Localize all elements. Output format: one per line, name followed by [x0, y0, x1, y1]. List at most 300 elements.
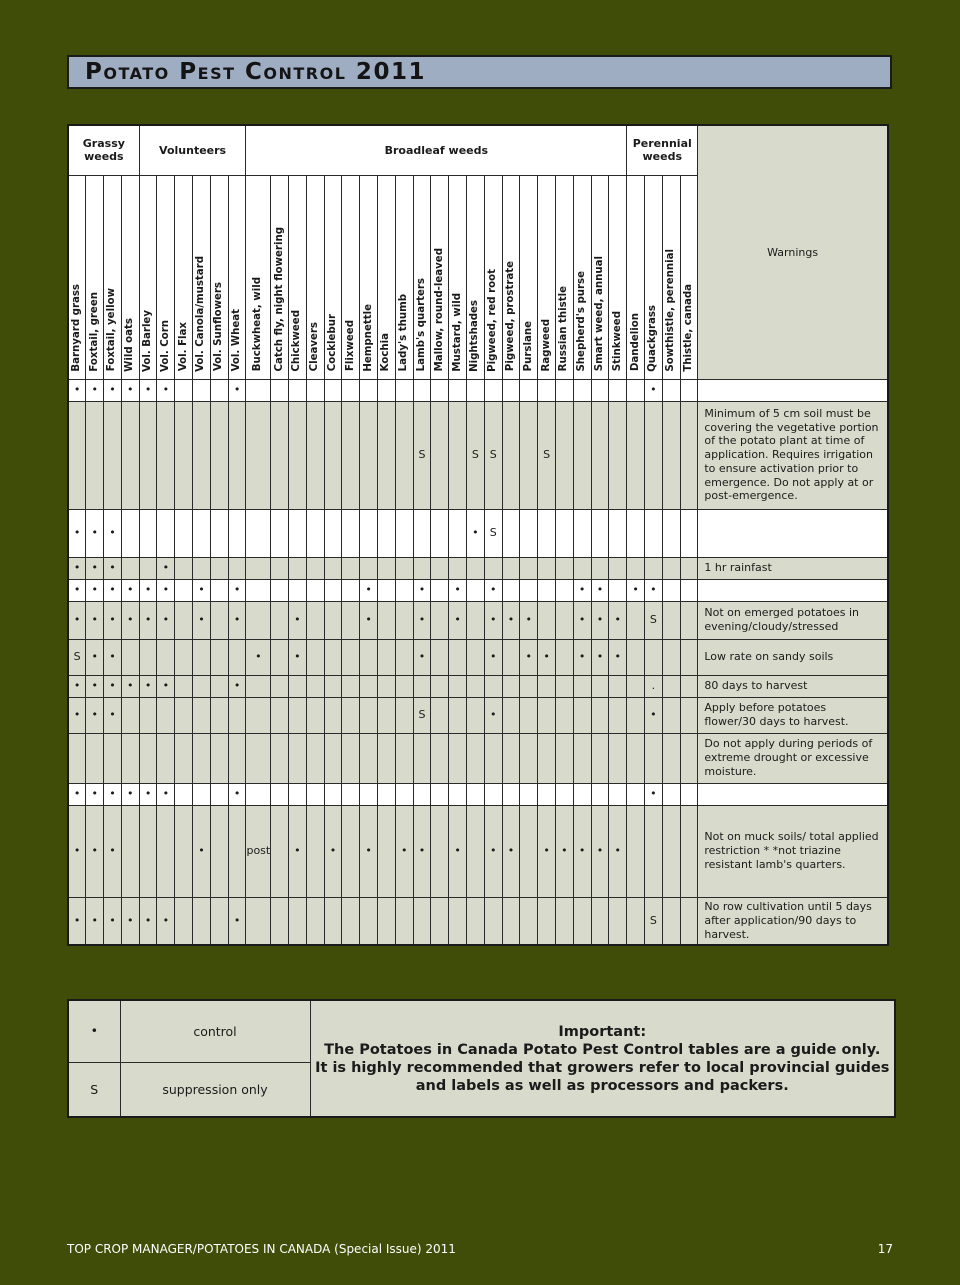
pest-cell — [68, 401, 86, 509]
pest-cell — [662, 379, 680, 401]
pest-cell — [395, 557, 413, 579]
weed-name: Cleavers — [309, 322, 321, 372]
legend-control-label: control — [120, 1000, 310, 1062]
weed-column-header — [573, 175, 591, 379]
pest-cell — [538, 601, 556, 639]
pest-cell: • — [591, 579, 609, 601]
legend-table — [67, 999, 896, 1118]
group-grassy-weeds: Grassy weeds — [68, 125, 139, 175]
pest-cell — [680, 379, 698, 401]
pest-cell — [680, 509, 698, 557]
pest-cell — [210, 579, 228, 601]
product-row — [68, 733, 888, 783]
pest-cell: • — [413, 639, 431, 675]
pest-cell: • — [104, 601, 122, 639]
pest-cell: • — [644, 783, 662, 805]
pest-cell: • — [484, 697, 502, 733]
pest-cell: • — [228, 675, 246, 697]
pest-cell — [324, 557, 342, 579]
pest-cell — [520, 579, 538, 601]
pest-cell — [324, 601, 342, 639]
pest-cell — [520, 783, 538, 805]
pest-cell — [520, 675, 538, 697]
pest-cell: • — [484, 805, 502, 897]
pest-cell: S — [68, 639, 86, 675]
pest-cell — [627, 697, 645, 733]
pest-cell — [431, 897, 449, 945]
pest-cell — [680, 579, 698, 601]
pest-cell — [431, 697, 449, 733]
pest-cell — [449, 783, 467, 805]
pest-cell — [431, 805, 449, 897]
pest-cell — [360, 557, 378, 579]
pest-cell — [627, 379, 645, 401]
pest-cell: • — [68, 509, 86, 557]
weed-name: Ragweed — [540, 318, 552, 372]
pest-cell — [502, 509, 520, 557]
warning-cell: Minimum of 5 cm soil must be covering the vegetative portion of the potato plant at time of application. Requires irrigation to ensure activation prior to emergence. Do not apply at or post-emergence. — [698, 401, 888, 509]
pest-cell — [502, 579, 520, 601]
pest-cell: • — [324, 805, 342, 897]
pest-cell: • — [467, 509, 485, 557]
pest-cell — [360, 697, 378, 733]
weed-column-header — [324, 175, 342, 379]
pest-cell — [413, 897, 431, 945]
weed-column-header — [86, 175, 104, 379]
pest-cell — [431, 733, 449, 783]
pest-cell: • — [104, 557, 122, 579]
pest-cell — [413, 379, 431, 401]
weed-column-header — [139, 175, 157, 379]
pest-cell — [502, 897, 520, 945]
pest-cell — [609, 401, 627, 509]
pest-cell — [662, 579, 680, 601]
pest-cell — [555, 379, 573, 401]
pest-cell: • — [609, 805, 627, 897]
legend-control-symbol: • — [68, 1000, 120, 1062]
pest-cell — [121, 733, 139, 783]
pest-cell: • — [228, 579, 246, 601]
pest-cell — [175, 401, 193, 509]
pest-cell — [662, 639, 680, 675]
pest-cell — [342, 401, 360, 509]
weed-column-header — [271, 175, 289, 379]
pest-cell — [210, 805, 228, 897]
pest-cell — [502, 639, 520, 675]
pest-cell: • — [484, 601, 502, 639]
pest-cell — [484, 733, 502, 783]
pest-cell — [573, 675, 591, 697]
pest-cell — [324, 783, 342, 805]
group-header-row — [68, 125, 888, 175]
pest-cell — [484, 897, 502, 945]
pest-cell — [121, 697, 139, 733]
pest-cell — [342, 509, 360, 557]
pest-cell — [289, 557, 307, 579]
pest-cell — [289, 697, 307, 733]
pest-cell — [591, 733, 609, 783]
pest-cell: • — [228, 897, 246, 945]
pest-cell — [609, 379, 627, 401]
warning-cell — [698, 509, 888, 557]
pest-cell — [449, 639, 467, 675]
pest-cell — [395, 579, 413, 601]
pest-cell: • — [289, 805, 307, 897]
pest-cell — [609, 579, 627, 601]
pest-cell — [680, 557, 698, 579]
pest-cell — [324, 733, 342, 783]
pest-cell — [467, 733, 485, 783]
pest-cell: • — [573, 805, 591, 897]
important-line-1: The Potatoes in Canada Potato Pest Control tables are a guide only. — [324, 1041, 881, 1058]
pest-cell — [175, 733, 193, 783]
pest-cell — [467, 557, 485, 579]
pest-cell — [342, 601, 360, 639]
pest-cell — [360, 639, 378, 675]
pest-cell — [86, 733, 104, 783]
pest-cell — [395, 379, 413, 401]
weed-column-header — [246, 175, 271, 379]
weed-column-header — [502, 175, 520, 379]
pest-cell — [289, 733, 307, 783]
pest-cell — [627, 509, 645, 557]
pest-cell — [431, 601, 449, 639]
pest-cell — [591, 783, 609, 805]
pest-cell — [502, 783, 520, 805]
pest-cell: • — [573, 579, 591, 601]
pest-cell — [467, 601, 485, 639]
pest-cell — [520, 805, 538, 897]
pest-cell — [627, 675, 645, 697]
product-row — [68, 897, 888, 945]
pest-cell: • — [449, 805, 467, 897]
pest-cell: • — [484, 639, 502, 675]
pest-cell: • — [289, 601, 307, 639]
pest-cell: • — [86, 639, 104, 675]
pest-cell — [449, 697, 467, 733]
warnings-header: Warnings — [698, 125, 888, 379]
pest-cell: • — [86, 805, 104, 897]
pest-cell — [555, 675, 573, 697]
pest-cell — [193, 509, 211, 557]
pest-cell — [139, 805, 157, 897]
pest-cell — [378, 733, 396, 783]
pest-cell — [555, 401, 573, 509]
pest-cell — [271, 805, 289, 897]
pest-cell — [121, 639, 139, 675]
pest-cell: S — [484, 509, 502, 557]
important-line-2: It is highly recommended that growers refer to local provincial guides — [315, 1059, 890, 1076]
weed-name: Chickweed — [291, 309, 303, 372]
pest-cell — [662, 805, 680, 897]
pest-cell: • — [449, 601, 467, 639]
pest-cell — [449, 733, 467, 783]
pest-cell: • — [86, 509, 104, 557]
product-row — [68, 697, 888, 733]
pest-cell — [520, 697, 538, 733]
pest-cell — [467, 579, 485, 601]
weed-column-header — [484, 175, 502, 379]
pest-cell — [342, 805, 360, 897]
pest-cell: • — [360, 805, 378, 897]
pest-cell — [210, 557, 228, 579]
warning-cell: 1 hr rainfast — [698, 557, 888, 579]
pest-cell — [395, 639, 413, 675]
pest-cell — [157, 733, 175, 783]
pest-cell — [591, 557, 609, 579]
pest-cell — [342, 783, 360, 805]
pest-cell — [609, 509, 627, 557]
pest-cell — [342, 379, 360, 401]
pest-cell — [121, 805, 139, 897]
pest-cell — [342, 639, 360, 675]
pest-cell — [121, 401, 139, 509]
pest-cell — [431, 557, 449, 579]
warning-cell — [698, 783, 888, 805]
weed-column-header — [431, 175, 449, 379]
pest-cell — [289, 509, 307, 557]
pest-cell — [644, 557, 662, 579]
pest-cell — [609, 557, 627, 579]
weed-name: Pigweed, prostrate — [504, 261, 516, 372]
pest-cell — [520, 379, 538, 401]
weed-column-header — [449, 175, 467, 379]
pest-cell: • — [68, 601, 86, 639]
weed-column-header — [520, 175, 538, 379]
pest-cell — [68, 733, 86, 783]
group-perennial-weeds: Perennial weeds — [627, 125, 698, 175]
weed-name: Quackgrass — [647, 304, 659, 372]
pest-cell — [175, 579, 193, 601]
pest-cell — [644, 509, 662, 557]
pest-cell — [228, 805, 246, 897]
weed-name: Buckwheat, wild — [252, 277, 264, 372]
pest-cell — [210, 897, 228, 945]
warning-cell: Low rate on sandy soils — [698, 639, 888, 675]
pest-cell — [609, 675, 627, 697]
pest-cell: • — [139, 783, 157, 805]
pest-cell — [175, 897, 193, 945]
pest-cell — [502, 401, 520, 509]
pest-cell — [306, 601, 324, 639]
pest-cell — [360, 509, 378, 557]
weed-column-header — [644, 175, 662, 379]
pest-cell — [662, 509, 680, 557]
pest-cell: • — [157, 379, 175, 401]
pest-cell: • — [157, 675, 175, 697]
product-row — [68, 675, 888, 697]
pest-cell — [680, 805, 698, 897]
weed-column-header — [609, 175, 627, 379]
pest-cell — [395, 509, 413, 557]
pest-cell — [228, 639, 246, 675]
pest-cell: • — [627, 579, 645, 601]
pest-cell — [627, 897, 645, 945]
pest-cell — [555, 783, 573, 805]
warning-cell: Not on muck soils/ total applied restriction * *not triazine resistant lamb's quarters. — [698, 805, 888, 897]
pest-cell — [271, 401, 289, 509]
pest-cell — [193, 675, 211, 697]
pest-cell — [360, 401, 378, 509]
pest-cell — [342, 675, 360, 697]
warning-cell: Apply before potatoes flower/30 days to harvest. — [698, 697, 888, 733]
pest-cell — [520, 897, 538, 945]
weed-column-header — [289, 175, 307, 379]
pest-cell — [210, 401, 228, 509]
pest-cell: • — [644, 379, 662, 401]
product-row — [68, 379, 888, 401]
pest-cell — [306, 733, 324, 783]
weed-name: Smart weed, annual — [593, 256, 605, 372]
warning-cell: 80 days to harvest — [698, 675, 888, 697]
pest-cell: • — [68, 579, 86, 601]
pest-cell — [573, 509, 591, 557]
pest-cell — [378, 805, 396, 897]
pest-cell — [342, 579, 360, 601]
pest-cell — [555, 579, 573, 601]
pest-cell: • — [104, 675, 122, 697]
pest-cell — [175, 379, 193, 401]
pest-cell — [520, 509, 538, 557]
pest-cell — [555, 557, 573, 579]
pest-cell — [271, 783, 289, 805]
pest-cell: • — [121, 601, 139, 639]
pest-cell: • — [68, 697, 86, 733]
pest-cell: • — [591, 639, 609, 675]
pest-cell — [378, 601, 396, 639]
pest-cell — [193, 401, 211, 509]
pest-cell — [680, 639, 698, 675]
pest-cell — [342, 733, 360, 783]
pest-cell — [395, 733, 413, 783]
pest-cell — [627, 401, 645, 509]
pest-cell: • — [86, 697, 104, 733]
pest-cell: • — [395, 805, 413, 897]
weed-column-header — [662, 175, 680, 379]
pest-cell — [555, 697, 573, 733]
pest-cell: • — [86, 601, 104, 639]
pest-cell — [378, 783, 396, 805]
pest-cell — [139, 401, 157, 509]
pest-cell — [662, 897, 680, 945]
pest-cell: S — [484, 401, 502, 509]
pest-cell — [193, 639, 211, 675]
pest-cell — [538, 783, 556, 805]
pest-cell — [193, 697, 211, 733]
pest-cell — [662, 601, 680, 639]
pest-cell: • — [484, 579, 502, 601]
pest-cell: S — [413, 697, 431, 733]
weed-name: Foxtail, green — [88, 291, 100, 372]
pest-cell — [360, 379, 378, 401]
pest-cell: • — [520, 601, 538, 639]
pest-cell — [644, 733, 662, 783]
pest-cell: • — [644, 697, 662, 733]
pest-cell — [573, 401, 591, 509]
pest-cell: S — [644, 601, 662, 639]
pest-cell — [324, 897, 342, 945]
pest-cell — [467, 897, 485, 945]
pest-cell: • — [86, 783, 104, 805]
pest-cell — [175, 697, 193, 733]
pest-cell — [306, 579, 324, 601]
weed-name: Lady's thumb — [398, 294, 410, 372]
pest-cell — [271, 697, 289, 733]
pest-cell — [467, 675, 485, 697]
weed-name: Sowthistle, perennial — [665, 248, 677, 372]
pest-cell — [538, 675, 556, 697]
pest-cell: S — [413, 401, 431, 509]
pest-cell: • — [228, 601, 246, 639]
pest-cell — [157, 401, 175, 509]
pest-cell: • — [104, 783, 122, 805]
pest-cell: • — [520, 639, 538, 675]
pest-cell — [431, 579, 449, 601]
pest-cell — [538, 579, 556, 601]
pest-cell: • — [193, 805, 211, 897]
weed-column-header — [104, 175, 122, 379]
pest-cell — [228, 557, 246, 579]
pest-cell — [555, 639, 573, 675]
pest-cell — [175, 783, 193, 805]
pest-cell — [520, 401, 538, 509]
pest-cell: • — [157, 579, 175, 601]
pest-cell — [591, 675, 609, 697]
pest-cell: • — [413, 805, 431, 897]
pest-cell — [342, 557, 360, 579]
pest-cell — [573, 783, 591, 805]
pest-cell: • — [104, 639, 122, 675]
weed-name: Shepherd's purse — [576, 270, 588, 372]
pest-cell: • — [121, 897, 139, 945]
pest-cell — [246, 401, 271, 509]
warning-cell: No row cultivation until 5 days after application/90 days to harvest. — [698, 897, 888, 945]
weed-column-header — [591, 175, 609, 379]
product-row — [68, 601, 888, 639]
pest-cell: • — [228, 379, 246, 401]
pest-cell — [484, 783, 502, 805]
pest-cell — [246, 557, 271, 579]
pest-cell — [86, 401, 104, 509]
product-row — [68, 783, 888, 805]
pest-cell — [139, 733, 157, 783]
product-row — [68, 557, 888, 579]
pest-cell — [591, 897, 609, 945]
pest-cell — [449, 379, 467, 401]
pest-cell — [449, 675, 467, 697]
pest-cell: • — [104, 897, 122, 945]
pest-cell — [609, 697, 627, 733]
pest-cell: • — [86, 897, 104, 945]
pest-cell — [306, 379, 324, 401]
weed-column-header — [210, 175, 228, 379]
pest-cell — [520, 733, 538, 783]
pest-cell — [378, 401, 396, 509]
pest-cell — [627, 601, 645, 639]
weed-name: Hempnettle — [362, 303, 374, 372]
pest-cell — [324, 401, 342, 509]
pest-cell — [228, 401, 246, 509]
weed-column-header — [193, 175, 211, 379]
weed-name: Vol. Corn — [159, 319, 171, 372]
pest-cell: • — [68, 379, 86, 401]
pest-cell: • — [86, 557, 104, 579]
pest-cell — [157, 805, 175, 897]
pest-cell: • — [121, 379, 139, 401]
footer-page-number: 17 — [877, 1242, 893, 1256]
pest-cell: • — [86, 379, 104, 401]
pest-cell — [484, 379, 502, 401]
